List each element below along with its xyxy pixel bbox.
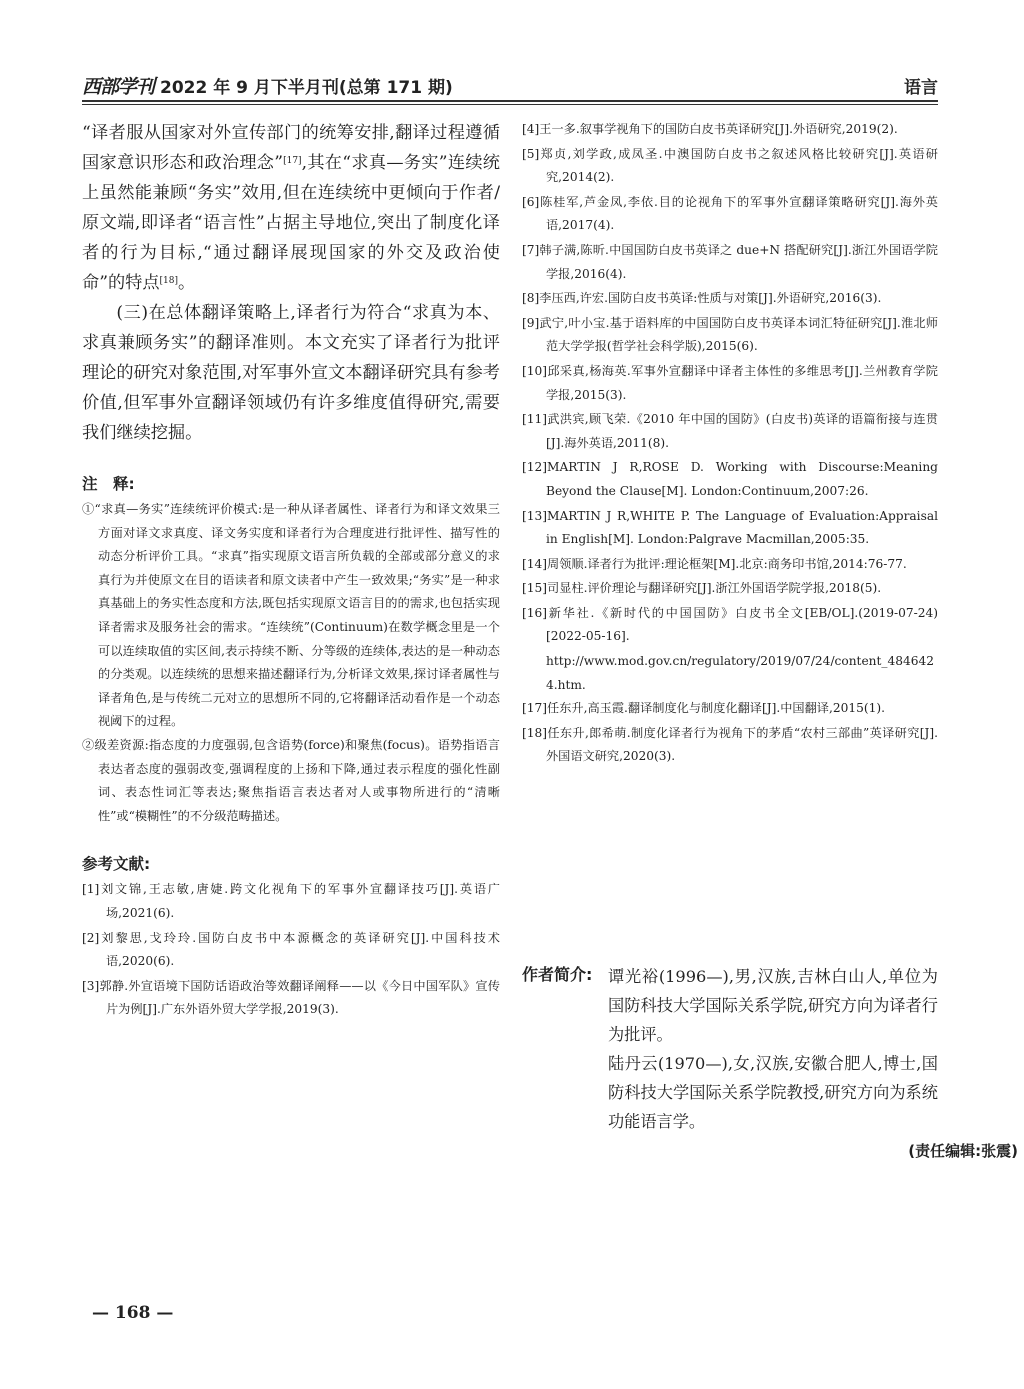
reference-item: [3]郭静.外宣语境下国防话语政治等效翻译阐释——以《今日中国军队》宣传片为例[J].广东外语外贸大学学报,2019(3). bbox=[82, 978, 500, 1017]
reference-item: [4]王一多.叙事学视角下的国防白皮书英译研究[J].外语研究,2019(2). bbox=[522, 122, 898, 136]
reference-item: [2]刘黎思,戈玲玲.国防白皮书中本源概念的英译研究[J].中国科技术语,2020(6). bbox=[82, 930, 500, 969]
reference-item: [11]武洪宾,顾飞荣.《2010 年中国的国防》(白皮书)英译的语篇衔接与连贯[J].海外英语,2011(8). bbox=[522, 412, 938, 450]
responsible-editor: (责任编辑:张震) bbox=[908, 1142, 1018, 1160]
reference-item: [7]韩子满,陈昕.中国国防白皮书英译之 due+N 搭配研究[J].浙江外国语学院学报,2016(4). bbox=[522, 242, 938, 281]
reference-item: [9]武宁,叶小宝.基于语料库的中国国防白皮书英译本词汇特征研究[J].淮北师范大学学报(哲学社会科学版),2015(6). bbox=[522, 315, 938, 354]
note-item: ①“求真—务实”连续统评价模式:是一种从译者属性、译者行为和译文效果三方面对译文求真度、译文务实度和译者行为合理度进行批评性、描写性的动态分析评价工具。“求真”指实现原文语言所负载的全部或部分意义的求真行为并使原文在目的语读者和原文读者中产生一致效果;“务实”是一种求真基础上的务实性态度和方法,既包括实现原文语言目的的需求,也包括实现译者需求及服务社会的需求。“连续统”(Continuum)在数学概念里是一个可以连续取值的实区间,表示持续不断、分等级的连续体,表达的是一种动态的分类观。以连续统的思想来描述翻译行为,分析译文效果,探讨译者属性与译者角色,是与传统二元对立的思想所不同的,它将翻译活动看作是一个动态视阈下的过程。 bbox=[82, 502, 500, 729]
reference-item: [12]MARTIN J R,ROSE D. Working with Discourse:Meaning Beyond the Clause[M]. London:Continuum,2007:26. bbox=[522, 460, 938, 498]
reference-item: [15]司显柱.评价理论与翻译研究[J].浙江外国语学院学报,2018(5). bbox=[522, 581, 882, 596]
citation-18: [18] bbox=[159, 276, 179, 286]
issue-info: 2022 年 9 月下半月刊(总第 171 期) bbox=[160, 78, 453, 98]
notes-heading: 注 释: bbox=[82, 475, 135, 493]
note-item: ②级差资源:指态度的力度强弱,包含语势(force)和聚焦(focus)。语势指语言表达者态度的强弱改变,强调程度的上扬和下降,通过表示程度的强化性副词、表态性词汇等表达;聚焦指语言表达者对人或事物所进行的“清晰性”或“模糊性”的不分级范畴描述。 bbox=[82, 737, 500, 823]
reference-item: [13]MARTIN J R,WHITE P. The Language of Evaluation:Appraisal in English[M]. London:Palgrave Macmillan,2005:35. bbox=[522, 508, 938, 547]
section-label: 语言 bbox=[904, 78, 938, 98]
page-header bbox=[82, 72, 938, 100]
header-rule bbox=[82, 100, 938, 102]
reference-item: [5]郑贞,刘学政,成凤圣.中澳国防白皮书之叙述风格比较研究[J].英语研究,2014(2). bbox=[522, 146, 938, 185]
reference-item: [14]周领顺.译者行为批评:理论框架[M].北京:商务印书馆,2014:76-77. bbox=[522, 556, 907, 571]
citation-17: [17] bbox=[283, 156, 302, 166]
reference-item: [16]新华社.《新时代的中国国防》白皮书全文[EB/OL].(2019-07-24)[2022-05-16]. bbox=[522, 605, 938, 644]
reference-item: [10]邱采真,杨海英.军事外宣翻译中译者主体性的多维思考[J].兰州教育学院学报,2015(3). bbox=[522, 363, 938, 402]
page-number: — 168 — bbox=[92, 1303, 174, 1323]
author-bio-label: 作者简介: bbox=[522, 965, 593, 984]
author-bio-2: 陆丹云(1970—),女,汉族,安徽合肥人,博士,国防科技大学国际关系学院教授,研究方向为系统功能语言学。 bbox=[608, 1054, 938, 1131]
body-paragraph: (三)在总体翻译策略上,译者行为符合“求真为本、求真兼顾务实”的翻译准则。本文充实了译者行为批评理论的研究对象范围,对军事外宣文本翻译研究具有参考价值,但军事外宣翻译领域仍有许多维度值得研究,需要我们继续挖掘。 bbox=[82, 303, 500, 443]
reference-item: [6]陈桂军,芦金凤,李依.目的论视角下的军事外宣翻译策略研究[J].海外英语,2017(4). bbox=[522, 194, 938, 233]
body-paragraph: “译者服从国家对外宣传部门的统筹安排,翻译过程遵循国家意识形态和政治理念”[17],其在“求真—务实”连续统上虽然能兼顾“务实”效用,但在连续统中更倾向于作者/原文端,即译者“语言性”占据主导地位,突出了制度化译者的行为目标,“通过翻译展现国家的外交及政治使命”的特点[18]。 bbox=[82, 123, 500, 293]
reference-item: [8]李压西,许宏.国防白皮书英译:性质与对策[J].外语研究,2016(3). bbox=[522, 291, 882, 306]
author-bio-1: 谭光裕(1996—),男,汉族,吉林白山人,单位为国防科技大学国际关系学院,研究方向为译者行为批评。 bbox=[608, 967, 938, 1044]
right-column bbox=[522, 118, 938, 770]
reference-url: http://www.mod.gov.cn/regulatory/2019/07/24/content_4846424.htm. bbox=[546, 654, 935, 692]
left-column bbox=[82, 118, 500, 1023]
reference-item: [18]任东升,郎希萌.制度化译者行为视角下的茅盾“农村三部曲”英译研究[J].外国语文研究,2020(3). bbox=[522, 725, 938, 764]
journal-logo: 西部学刊 bbox=[82, 76, 155, 98]
reference-item: [17]任东升,高玉霞.翻译制度化与制度化翻译[J].中国翻译,2015(1). bbox=[522, 701, 886, 716]
references-heading: 参考文献: bbox=[82, 855, 151, 874]
reference-item: [1]刘文锦,王志敏,唐婕.跨文化视角下的军事外宣翻译技巧[J].英语广场,2021(6). bbox=[82, 882, 500, 920]
header-rule-thin bbox=[82, 104, 938, 105]
